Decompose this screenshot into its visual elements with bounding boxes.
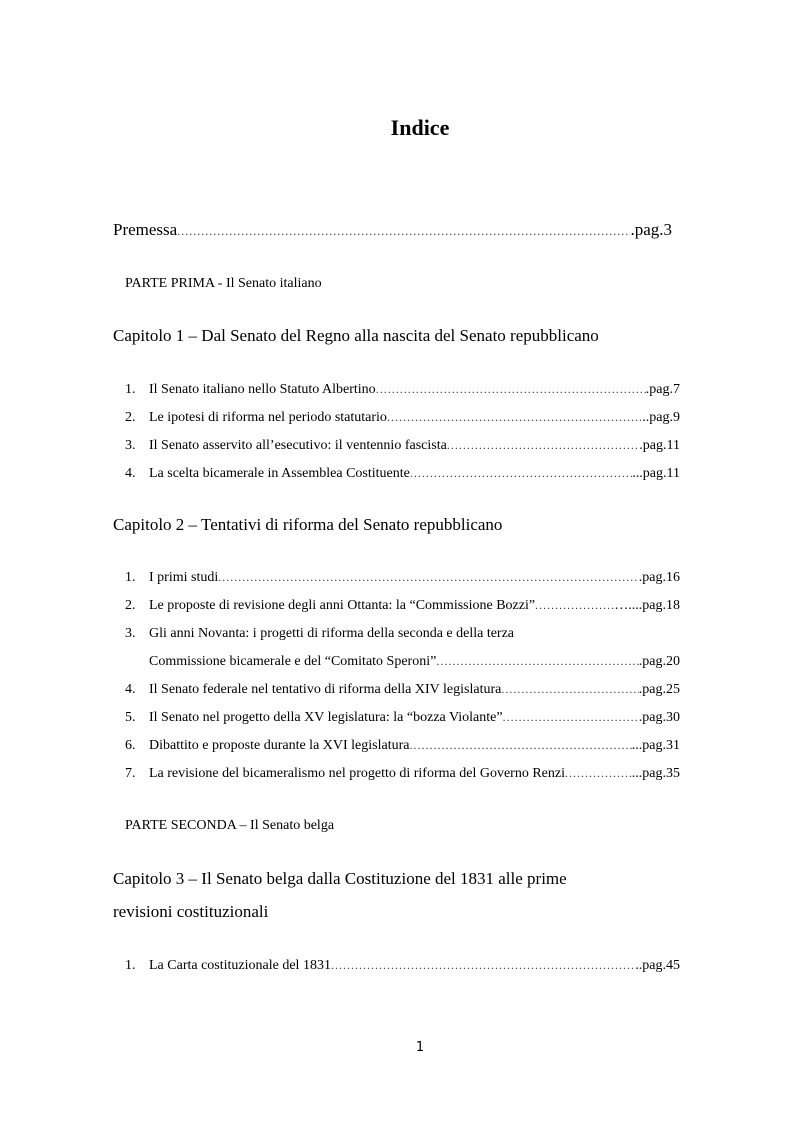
toc-entry-label: Il Senato federale nel tentativo di riforma della XIV legislatura bbox=[149, 682, 502, 697]
chapter-heading-1: Capitolo 1 – Dal Senato del Regno alla nascita del Senato repubblicano bbox=[113, 326, 599, 345]
toc-entry[interactable] bbox=[125, 598, 680, 614]
leader-dots bbox=[387, 410, 642, 425]
toc-entry-label: Gli anni Novanta: i progetti di riforma della seconda e della terza bbox=[149, 626, 515, 641]
toc-entry-label: Il Senato asservito all’esecutivo: il ventennio fascista bbox=[149, 438, 447, 453]
toc-entry-page: .pag.30 bbox=[638, 710, 680, 725]
toc-entry-label: Il Senato nel progetto della XV legislatura: la “bozza Violante” bbox=[149, 710, 503, 725]
toc-entry-label: Le proposte di revisione degli anni Ottanta: la “Commissione Bozzi” bbox=[149, 598, 536, 613]
toc-entry[interactable] bbox=[125, 438, 680, 454]
leader-dots bbox=[503, 710, 639, 725]
toc-entry-page: .pag.25 bbox=[638, 682, 680, 697]
toc-entry-premessa[interactable] bbox=[113, 220, 672, 240]
toc-entry-page: ..pag.9 bbox=[642, 410, 680, 425]
toc-entry[interactable] bbox=[125, 682, 680, 698]
toc-entry-number: 1. bbox=[125, 382, 136, 397]
toc-entry-number: 5. bbox=[125, 710, 136, 725]
toc-entry[interactable] bbox=[125, 738, 680, 754]
toc-entry-number: 4. bbox=[125, 466, 136, 481]
leader-dots bbox=[409, 738, 631, 753]
toc-entry-page: .pag.7 bbox=[645, 382, 680, 397]
toc-entry-number: 7. bbox=[125, 766, 136, 781]
leader-dots bbox=[447, 438, 639, 453]
chapter-heading-3: Capitolo 3 – Il Senato belga dalla Costituzione del 1831 alle prime bbox=[113, 869, 567, 888]
toc-entry-page: .pag.11 bbox=[639, 438, 680, 453]
leader-dots bbox=[535, 598, 614, 613]
leader-dots bbox=[436, 654, 638, 669]
leader-dots bbox=[501, 682, 638, 697]
toc-entry-number: 6. bbox=[125, 738, 136, 753]
toc-entry[interactable] bbox=[125, 570, 680, 586]
page-title: Indice bbox=[390, 115, 450, 140]
toc-entry-label: Dibattito e proposte durante la XVI legislatura bbox=[149, 738, 410, 753]
toc-entry-continuation[interactable] bbox=[125, 654, 680, 670]
toc-entry[interactable] bbox=[125, 710, 680, 726]
leader-dots bbox=[331, 958, 635, 973]
page-number: 1 bbox=[415, 1040, 425, 1055]
toc-entry-label: Premessa bbox=[113, 220, 178, 239]
toc-entry-label: Commissione bicamerale e del “Comitato Speroni” bbox=[149, 654, 437, 669]
leader-dots bbox=[177, 224, 630, 239]
toc-entry-label: Il Senato italiano nello Statuto Albertino bbox=[149, 382, 376, 397]
toc-entry[interactable] bbox=[125, 626, 680, 642]
toc-entry-number: 4. bbox=[125, 682, 136, 697]
chapter-heading-2: Capitolo 2 – Tentativi di riforma del Senato repubblicano bbox=[113, 515, 503, 534]
leader-dots bbox=[565, 766, 632, 781]
toc-entry-number: 2. bbox=[125, 598, 136, 613]
leader-dots bbox=[410, 466, 632, 481]
toc-entry-label: La scelta bicamerale in Assemblea Costituente bbox=[149, 466, 410, 481]
toc-entry-number: 3. bbox=[125, 626, 136, 641]
toc-entry[interactable] bbox=[125, 410, 680, 426]
toc-entry[interactable] bbox=[125, 958, 680, 974]
toc-entry-page: ...pag.35 bbox=[631, 766, 680, 781]
toc-entry[interactable] bbox=[125, 466, 680, 482]
toc-entry-number: 1. bbox=[125, 958, 136, 973]
toc-entry[interactable] bbox=[125, 766, 680, 782]
chapter-heading-3-continuation: revisioni costituzionali bbox=[113, 902, 269, 921]
part-heading-1: PARTE PRIMA - Il Senato italiano bbox=[125, 276, 322, 291]
toc-entry-page: ...pag.11 bbox=[632, 466, 680, 481]
leader-dots bbox=[218, 570, 639, 585]
toc-entry-number: 2. bbox=[125, 410, 136, 425]
toc-entry[interactable] bbox=[125, 382, 680, 398]
toc-entry-page: ..pag.45 bbox=[635, 958, 680, 973]
toc-entry-page: …....pag.18 bbox=[614, 598, 680, 613]
toc-entry-label: La Carta costituzionale del 1831 bbox=[149, 958, 331, 973]
toc-entry-number: 1. bbox=[125, 570, 136, 585]
toc-entry-page: .pag.16 bbox=[638, 570, 680, 585]
toc-entry-number: 3. bbox=[125, 438, 136, 453]
toc-entry-label: I primi studi bbox=[149, 570, 219, 585]
part-heading-2: PARTE SECONDA – Il Senato belga bbox=[125, 818, 335, 833]
toc-entry-page: ...pag.31 bbox=[631, 738, 680, 753]
toc-entry-page: .pag.3 bbox=[630, 220, 672, 239]
leader-dots bbox=[376, 382, 646, 397]
toc-entry-label: La revisione del bicameralismo nel progetto di riforma del Governo Renzi bbox=[149, 766, 565, 781]
toc-entry-label: Le ipotesi di riforma nel periodo statutario bbox=[149, 410, 387, 425]
toc-entry-page: .pag.20 bbox=[638, 654, 680, 669]
